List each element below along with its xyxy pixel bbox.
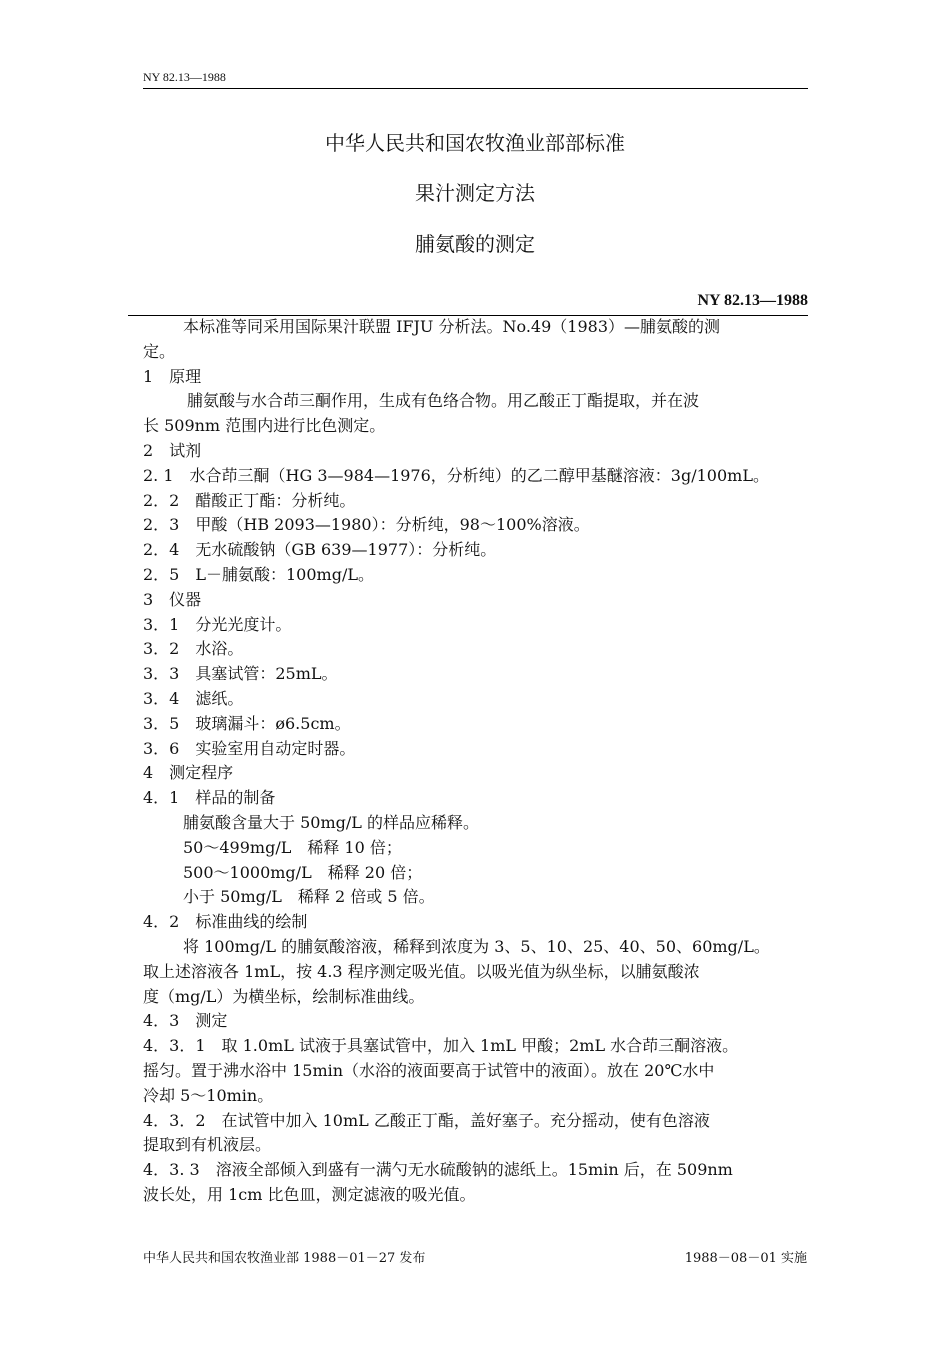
footer-issued: 中华人民共和国农牧渔业部 1988－01－27 发布 xyxy=(143,1251,426,1266)
clause: 3．6 实验室用自动定时器。 xyxy=(143,738,356,758)
paragraph-line: 500～1000mg/L 稀释 20 倍； xyxy=(183,862,423,882)
paragraph-line: 度（mg/L）为横坐标，绘制标准曲线。 xyxy=(143,986,425,1006)
header-rule xyxy=(143,88,808,89)
clause: 2．3 甲酸（HB 2093—1980）：分析纯，98～100%溶液。 xyxy=(143,515,590,535)
section-heading: 3 仪器 xyxy=(143,589,202,609)
intro-line: 本标准等同采用国际果汁联盟 IFJU 分析法。No.49（1983）—脯氨酸的测 xyxy=(183,317,721,336)
paragraph-line: 长 509nm 范围内进行比色测定。 xyxy=(143,416,386,436)
clause: 3．1 分光光度计。 xyxy=(143,614,292,634)
clause: 3．2 水浴。 xyxy=(143,639,244,659)
paragraph-line: 取上述溶液各 1mL，按 4.3 程序测定吸光值。以吸光值为纵坐标，以脯氨酸浓 xyxy=(143,961,700,981)
clause: 4．3．1 取 1.0mL 试液于具塞试管中，加入 1mL 甲酸；2mL 水合茚三酮溶液。 xyxy=(143,1036,739,1056)
clause: 4．2 标准曲线的绘制 xyxy=(143,912,308,932)
clause: 4．3．2 在试管中加入 10mL 乙酸正丁酯，盖好塞子。充分摇动，使有色溶液 xyxy=(143,1110,710,1130)
title-subject: 脯氨酸的测定 xyxy=(415,232,535,256)
paragraph-line: 冷却 5～10min。 xyxy=(143,1085,274,1105)
intro-line: 定。 xyxy=(143,341,176,361)
paragraph-line: 提取到有机液层。 xyxy=(143,1135,272,1155)
section-heading: 2 试剂 xyxy=(143,440,202,460)
paragraph-line: 摇匀。置于沸水浴中 15min（水浴的液面要高于试管中的液面）。放在 20℃水中 xyxy=(143,1060,715,1080)
clause: 3．5 玻璃漏斗：ø6.5cm。 xyxy=(143,713,351,733)
paragraph-line: 脯氨酸与水合茚三酮作用，生成有色络合物。用乙酸正丁酯提取，并在波 xyxy=(187,391,700,411)
clause: 4．1 样品的制备 xyxy=(143,788,276,808)
section-heading: 1 原理 xyxy=(143,366,202,386)
clause: 2．2 醋酸正丁酯：分析纯。 xyxy=(143,490,356,510)
title-method: 果汁测定方法 xyxy=(415,181,535,205)
paragraph-line: 波长处，用 1cm 比色皿，测定滤液的吸光值。 xyxy=(143,1184,476,1204)
clause: 3．3 具塞试管：25mL。 xyxy=(143,664,338,684)
section-heading: 4 测定程序 xyxy=(143,763,234,783)
header-code: NY 82.13—1988 xyxy=(143,70,226,84)
standard-number: NY 82.13—1988 xyxy=(697,292,808,309)
paragraph-line: 将 100mg/L 的脯氨酸溶液，稀释到浓度为 3、5、10、25、40、50、60mg/L。 xyxy=(183,936,770,956)
paragraph-line: 50～499mg/L 稀释 10 倍； xyxy=(183,837,402,857)
clause: 2．4 无水硫酸钠（GB 639—1977）：分析纯。 xyxy=(143,540,497,560)
footer-effective: 1988－08－01 实施 xyxy=(684,1251,807,1266)
clause: 3．4 滤纸。 xyxy=(143,688,244,708)
title-ministry: 中华人民共和国农牧渔业部部标准 xyxy=(325,131,625,155)
paragraph-line: 小于 50mg/L 稀释 2 倍或 5 倍。 xyxy=(183,887,435,907)
clause: 4．3 测定 xyxy=(143,1011,228,1031)
clause: 2. 1 水合茚三酮（HG 3—984—1976，分析纯）的乙二醇甲基醚溶液：3g/100mL。 xyxy=(143,465,769,485)
document-body xyxy=(143,315,808,1208)
clause: 2．5 L－脯氨酸：100mg/L。 xyxy=(143,564,374,584)
clause: 4．3. 3 溶液全部倾入到盛有一满勺无水硫酸钠的滤纸上。15min 后，在 509nm xyxy=(143,1160,733,1180)
paragraph-line: 脯氨酸含量大于 50mg/L 的样品应稀释。 xyxy=(183,812,479,832)
